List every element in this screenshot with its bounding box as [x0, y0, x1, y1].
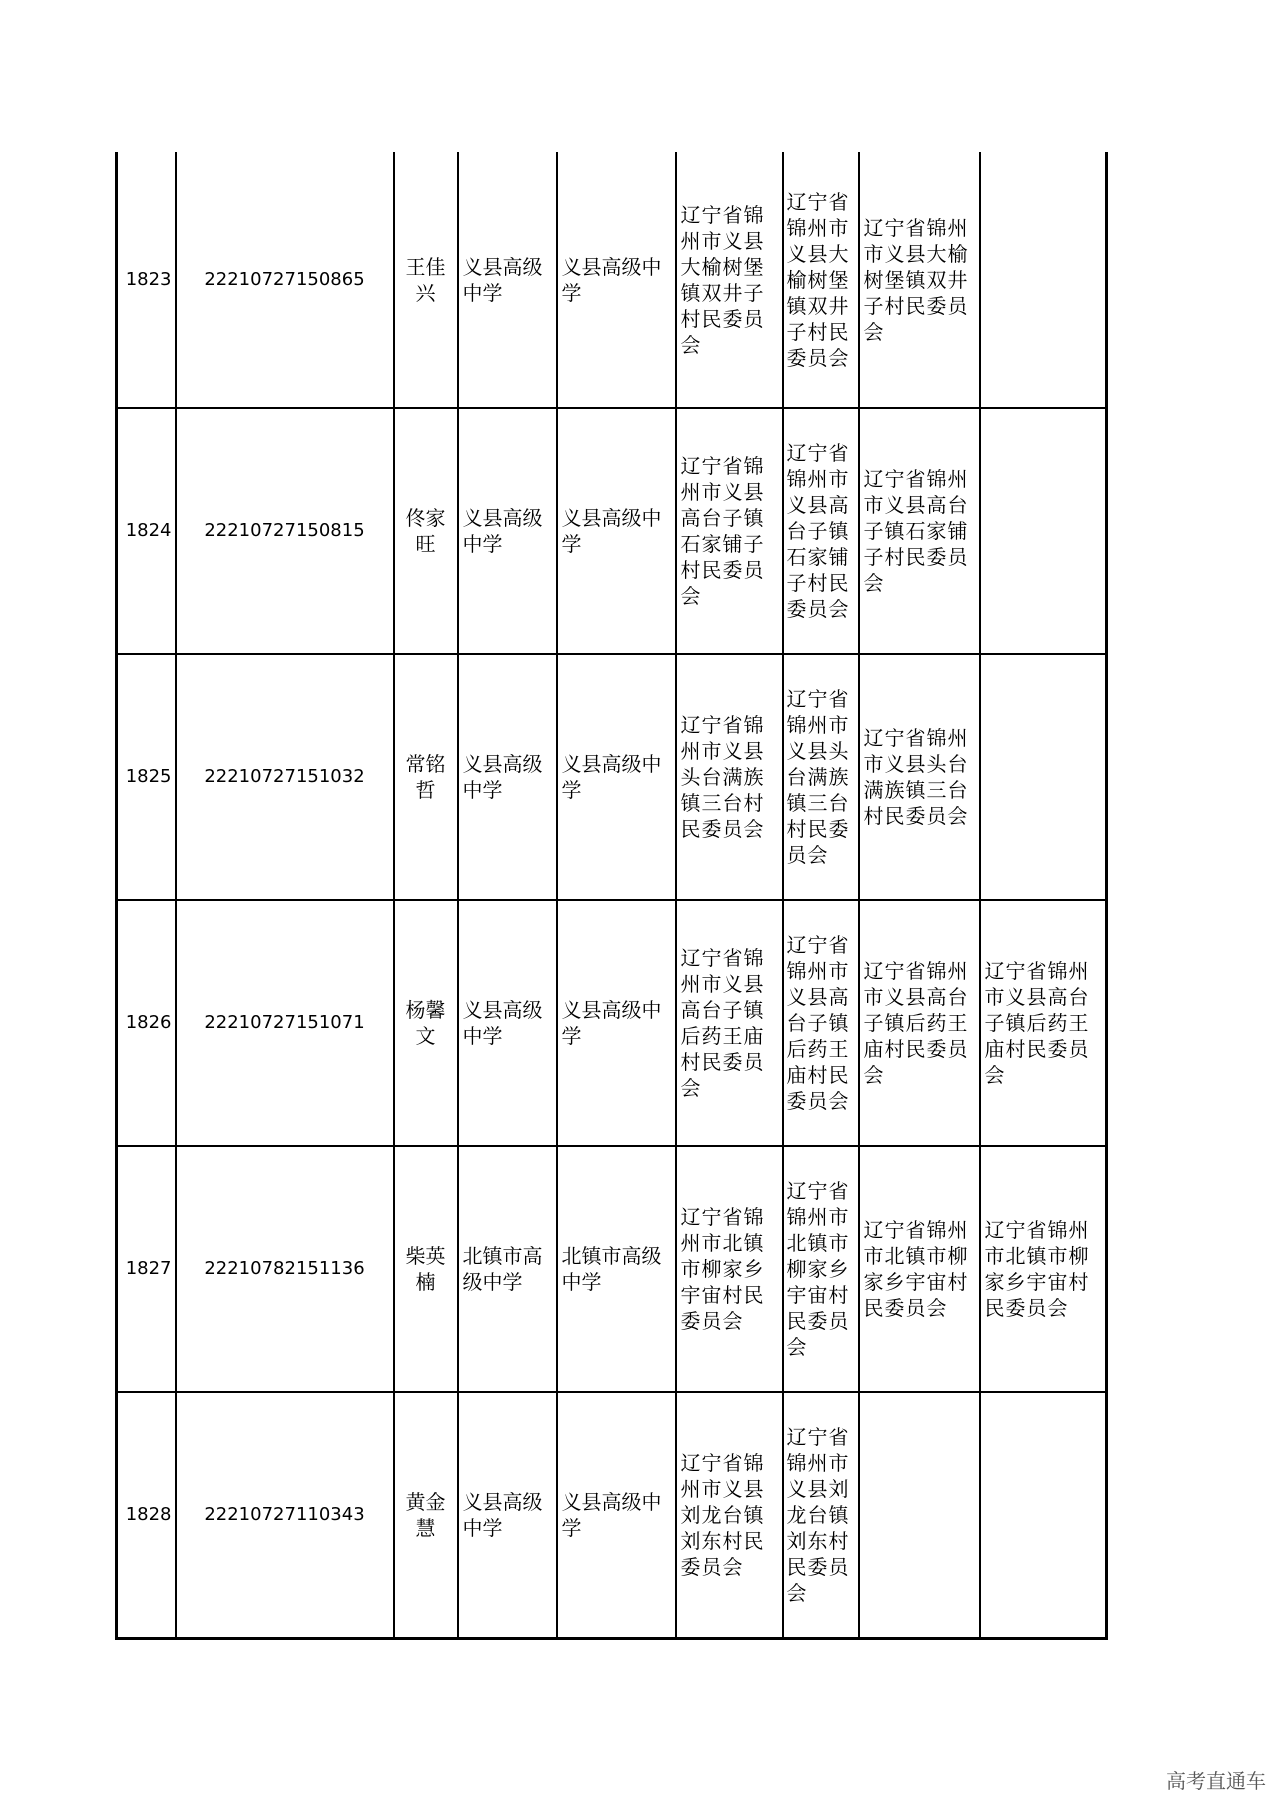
row-number: 1824	[117, 408, 176, 654]
address-cell-2: 辽宁省锦州市北镇市柳家乡宇宙村民委员会	[783, 1146, 859, 1392]
address-cell-4	[980, 152, 1107, 408]
address-cell-1: 辽宁省锦州市义县大榆树堡镇双井子村民委员会	[676, 152, 783, 408]
school-cell-2: 义县高级中学	[557, 408, 676, 654]
table-row	[117, 1146, 1107, 1392]
address-cell-4	[980, 408, 1107, 654]
address-cell-4: 辽宁省锦州市北镇市柳家乡宇宙村民委员会	[980, 1146, 1107, 1392]
table-row	[117, 408, 1107, 654]
school-cell: 义县高级中学	[458, 408, 557, 654]
row-number: 1826	[117, 900, 176, 1146]
school-cell: 北镇市高级中学	[458, 1146, 557, 1392]
exam-id: 22210782151136	[176, 1146, 394, 1392]
table-row	[117, 654, 1107, 900]
table-row	[117, 1392, 1107, 1638]
address-cell-1: 辽宁省锦州市义县高台子镇石家铺子村民委员会	[676, 408, 783, 654]
address-cell-2: 辽宁省锦州市义县头台满族镇三台村民委员会	[783, 654, 859, 900]
address-cell-3: 辽宁省锦州市义县头台满族镇三台村民委员会	[859, 654, 980, 900]
address-cell-1: 辽宁省锦州市义县头台满族镇三台村民委员会	[676, 654, 783, 900]
table-row	[117, 152, 1107, 408]
address-cell-1: 辽宁省锦州市义县高台子镇后药王庙村民委员会	[676, 900, 783, 1146]
school-cell-2: 义县高级中学	[557, 1392, 676, 1638]
school-cell-2: 义县高级中学	[557, 152, 676, 408]
address-cell-2: 辽宁省锦州市义县大榆树堡镇双井子村民委员会	[783, 152, 859, 408]
row-number: 1828	[117, 1392, 176, 1638]
address-cell-2: 辽宁省锦州市义县高台子镇石家铺子村民委员会	[783, 408, 859, 654]
student-name: 佟家旺	[394, 408, 458, 654]
exam-id: 22210727151032	[176, 654, 394, 900]
student-name: 柴英楠	[394, 1146, 458, 1392]
school-cell: 义县高级中学	[458, 1392, 557, 1638]
address-cell-3	[859, 1392, 980, 1638]
school-cell-2: 义县高级中学	[557, 900, 676, 1146]
student-name: 常铭哲	[394, 654, 458, 900]
student-name: 王佳兴	[394, 152, 458, 408]
address-cell-3: 辽宁省锦州市北镇市柳家乡宇宙村民委员会	[859, 1146, 980, 1392]
exam-id: 22210727150865	[176, 152, 394, 408]
address-cell-2: 辽宁省锦州市义县刘龙台镇刘东村民委员会	[783, 1392, 859, 1638]
student-name: 杨馨文	[394, 900, 458, 1146]
address-cell-4	[980, 654, 1107, 900]
exam-id: 22210727151071	[176, 900, 394, 1146]
row-number: 1823	[117, 152, 176, 408]
address-cell-2: 辽宁省锦州市义县高台子镇后药王庙村民委员会	[783, 900, 859, 1146]
address-cell-4	[980, 1392, 1107, 1638]
exam-id: 22210727150815	[176, 408, 394, 654]
roster-table	[115, 152, 1108, 1640]
school-cell: 义县高级中学	[458, 152, 557, 408]
address-cell-3: 辽宁省锦州市义县高台子镇后药王庙村民委员会	[859, 900, 980, 1146]
school-cell-2: 北镇市高级中学	[557, 1146, 676, 1392]
address-cell-1: 辽宁省锦州市北镇市柳家乡宇宙村民委员会	[676, 1146, 783, 1392]
address-cell-4: 辽宁省锦州市义县高台子镇后药王庙村民委员会	[980, 900, 1107, 1146]
school-cell-2: 义县高级中学	[557, 654, 676, 900]
address-cell-3: 辽宁省锦州市义县高台子镇石家铺子村民委员会	[859, 408, 980, 654]
watermark-label: 高考直通车	[1166, 1769, 1266, 1793]
student-name: 黄金慧	[394, 1392, 458, 1638]
exam-id: 22210727110343	[176, 1392, 394, 1638]
table-row	[117, 900, 1107, 1146]
address-cell-3: 辽宁省锦州市义县大榆树堡镇双井子村民委员会	[859, 152, 980, 408]
row-number: 1825	[117, 654, 176, 900]
school-cell: 义县高级中学	[458, 900, 557, 1146]
address-cell-1: 辽宁省锦州市义县刘龙台镇刘东村民委员会	[676, 1392, 783, 1638]
row-number: 1827	[117, 1146, 176, 1392]
school-cell: 义县高级中学	[458, 654, 557, 900]
